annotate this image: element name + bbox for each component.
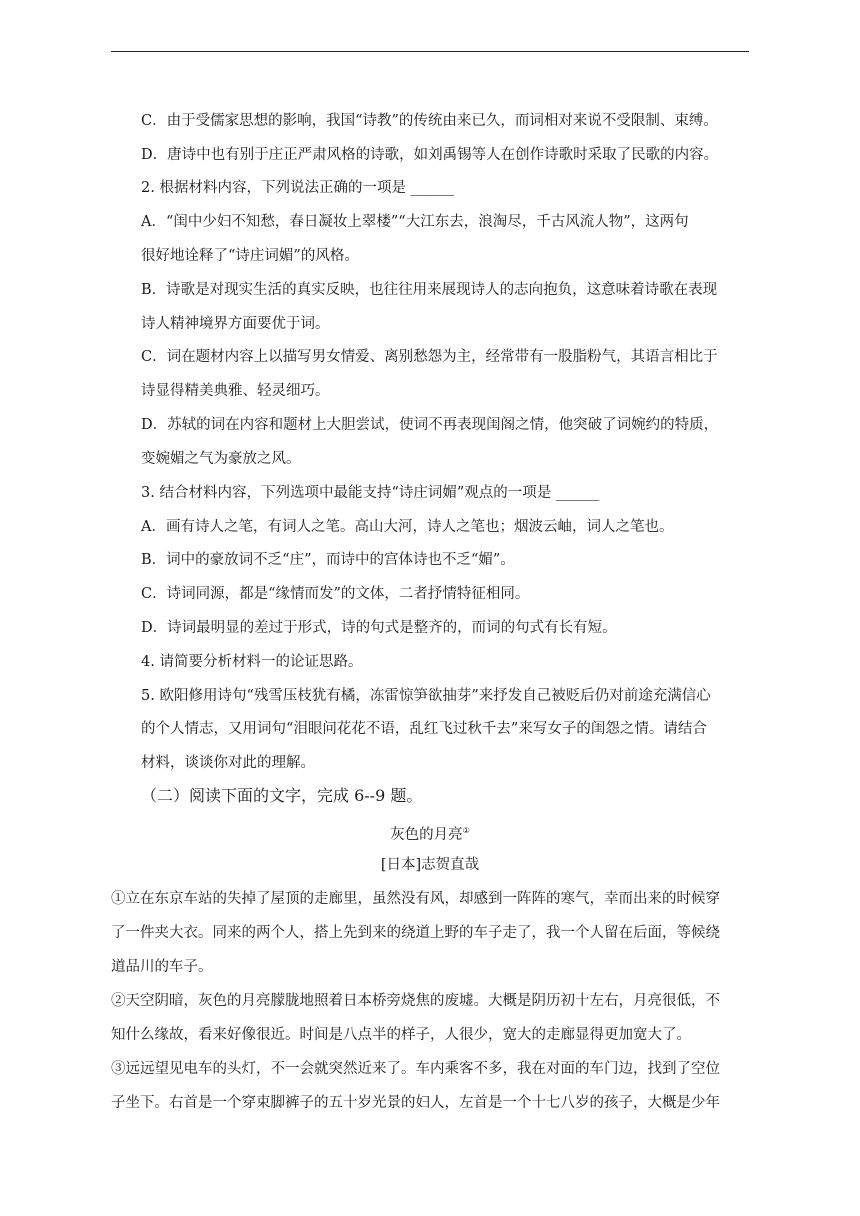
- header-rule: [111, 51, 749, 52]
- paragraph-3-line-1: ③远远望见电车的头灯，不一会就突然近来了。车内乘客不多，我在对面的车门边，找到了空位: [111, 1061, 720, 1077]
- article-title: [0, 821, 860, 845]
- question-3: 3. 结合材料内容，下列选项中最能支持“诗庄词媚”观点的一项是 ______: [141, 485, 600, 501]
- paragraph-1-line-3: 道品川的车子。: [111, 959, 213, 975]
- paragraph-3-line-2: 子坐下。右首是一个穿束脚裤子的五十岁光景的妇人，左首是一个十七八岁的孩子，大概是少年: [111, 1095, 720, 1111]
- title-footnote-marker: ①: [462, 826, 470, 835]
- article-author: [日本]志贺直哉: [380, 857, 480, 873]
- question-5-cont-1: 的个人情志，又用词句“泪眼问花花不语，乱红飞过秋千去”来写女子的闺怨之情。请结合: [141, 721, 707, 737]
- q3-option-c: C．诗词同源，都是“缘情而发”的文体，二者抒情特征相同。: [141, 586, 530, 602]
- paragraph-1-line-1: ①立在东京车站的失掉了屋顶的走廊里，虽然没有风，却感到一阵阵的寒气，幸而出来的时候穿: [111, 891, 720, 907]
- q3-option-b: B．词中的豪放词不乏“庄”，而诗中的宫体诗也不乏“媚”。: [141, 552, 515, 568]
- q3-option-a: A．画有诗人之笔，有词人之笔。高山大河，诗人之笔也；烟波云岫，词人之笔也。: [141, 519, 674, 535]
- q2-option-c: C．词在题材内容上以描写男女情爱、离别愁怨为主，经常带有一股脂粉气，其语言相比于: [141, 349, 718, 365]
- question-2: 2. 根据材料内容，下列说法正确的一项是 ______: [141, 180, 455, 196]
- q2-option-a: A．“闺中少妇不知愁，春日凝妆上翠楼”“大江东去，浪淘尽，千古风流人物”，这两句: [141, 214, 689, 230]
- paragraph-1-line-2: 了一件夹大衣。同来的两个人，搭上先到来的绕道上野的车子走了，我一个人留在后面，等候绕: [111, 925, 720, 941]
- q1-option-d: D．唐诗中也有别于庄正严肃风格的诗歌，如刘禹锡等人在创作诗歌时采取了民歌的内容。: [141, 147, 719, 163]
- paragraph-2-line-1: ②天空阴暗，灰色的月亮朦胧地照着日本桥旁烧焦的废墟。大概是阴历初十左右，月亮很低，不: [111, 993, 720, 1009]
- paragraph-2-line-2: 知什么缘故，看来好像很近。时间是八点半的样子，人很少，宽大的走廊显得更加宽大了。: [111, 1027, 691, 1043]
- question-5-cont-2: 材料，谈谈你对此的理解。: [141, 755, 315, 771]
- q2-option-b: B．诗歌是对现实生活的真实反映，也往往用来展现诗人的志向抱负，这意味着诗歌在表现: [141, 282, 718, 298]
- section-heading: （二）阅读下面的文字，完成 6--9 题。: [141, 786, 423, 805]
- question-4: 4. 请简要分析材料一的论证思路。: [141, 654, 363, 670]
- q2-option-c-cont: 诗显得精美典雅、轻灵细巧。: [141, 383, 330, 399]
- q3-option-d: D．诗词最明显的差过于形式，诗的句式是整齐的，而词的句式有长有短。: [141, 620, 617, 636]
- question-5: 5. 欧阳修用诗句“残雪压枝犹有橘，冻雷惊笋欲抽芽”来抒发自己被贬后仍对前途充满信心: [141, 688, 711, 704]
- article-title-text: 灰色的月亮: [390, 826, 463, 843]
- q2-option-d-cont: 变婉媚之气为豪放之风。: [141, 451, 301, 467]
- q2-option-a-cont: 很好地诠释了“诗庄词媚”的风格。: [141, 248, 359, 264]
- q1-option-c: C．由于受儒家思想的影响，我国“诗教”的传统由来已久，而词相对来说不受限制、束缚。: [141, 113, 718, 129]
- q2-option-b-cont: 诗人精神境界方面要优于词。: [141, 316, 330, 332]
- q2-option-d: D．苏轼的词在内容和题材上大胆尝试，使词不再表现闺阁之情，他突破了词婉约的特质，: [141, 417, 719, 433]
